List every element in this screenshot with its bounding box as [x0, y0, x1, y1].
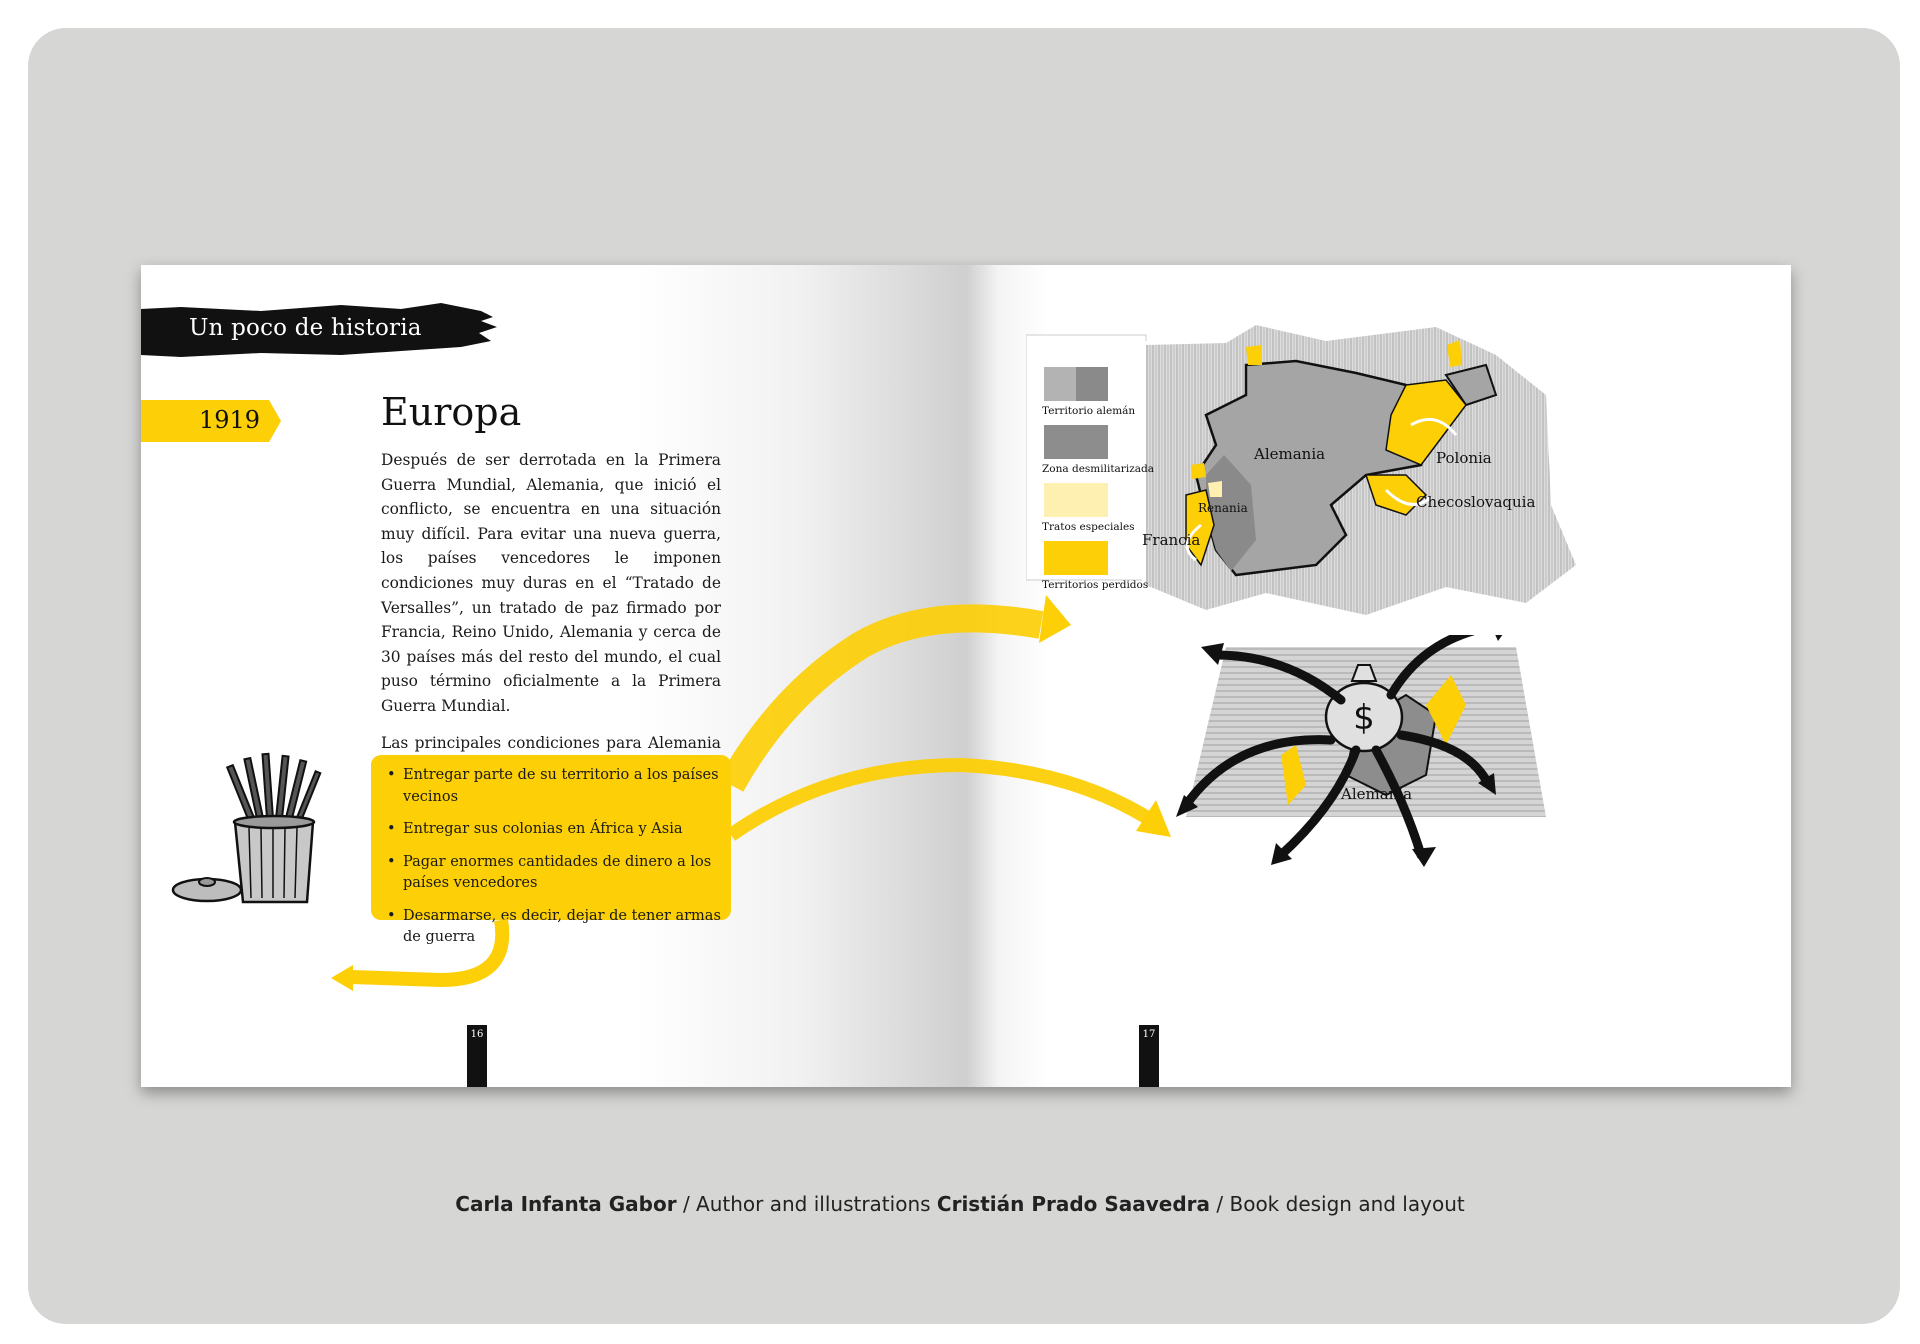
legend-swatch — [1044, 541, 1108, 575]
page-number: 16 — [467, 1025, 487, 1087]
reparations-illustration — [1106, 635, 1666, 895]
map-label-francia: Francia — [1142, 531, 1201, 549]
list-item: • Pagar enormes cantidades de dinero a los países vencedores — [387, 852, 721, 895]
paragraph: Las principales condiciones para Alemania — [381, 733, 721, 752]
map-label-renania: Renania — [1198, 501, 1248, 515]
map-label-alemania-reparations: Alemania — [1341, 785, 1413, 803]
list-item: • Desarmarse, es decir, dejar de tener armas de guerra — [387, 906, 721, 949]
page-number: 17 — [1139, 1025, 1159, 1087]
designer-role: / Book design and layout — [1210, 1192, 1465, 1216]
author-role: / Author and illustrations — [676, 1192, 937, 1216]
body-text — [381, 448, 721, 792]
right-page — [966, 265, 1791, 1087]
author-name: Carla Infanta Gabor — [455, 1192, 677, 1216]
page-heading: Europa — [381, 390, 522, 434]
dollar-icon: $ — [1353, 698, 1375, 738]
treaty-map — [1026, 325, 1756, 635]
map-label-polonia: Polonia — [1436, 449, 1492, 467]
legend-swatch — [1044, 483, 1108, 517]
trash-can-rifles-icon — [169, 750, 339, 910]
paragraph: Después de ser derrotada en la Primera Guerra Mundial, Alemania, que inició el conflicto, se encuentra en una situación muy difícil. Para evitar una nueva guerra, los países vencedores le imponen condiciones muy duras en el “Tratado de Versalles”, un tratado de paz firmado por Francia, Reino Unido, Alemania y cerca de 30 países más del resto del mundo, el cual puso término oficialmente a la Primera Guerra Mundial. — [381, 451, 721, 715]
map-label-checoslovaquia: Checoslovaquia — [1416, 493, 1536, 511]
year-label: 1919 — [199, 406, 261, 434]
credits-line — [0, 1192, 1920, 1216]
left-page — [141, 265, 966, 1087]
map-label-alemania: Alemania — [1254, 445, 1326, 463]
book-spread — [141, 265, 1791, 1087]
legend-swatch — [1044, 367, 1076, 401]
legend-swatch — [1044, 425, 1108, 459]
conditions-callout — [371, 755, 731, 945]
section-banner — [141, 303, 501, 359]
legend-label: Tratos especiales — [1042, 521, 1135, 533]
designer-name: Cristián Prado Saavedra — [936, 1192, 1211, 1216]
conditions-list — [371, 755, 731, 949]
list-item: • Entregar parte de su territorio a los países vecinos — [387, 765, 721, 808]
legend-label: Territorios perdidos — [1042, 579, 1149, 591]
section-title: Un poco de historia — [189, 315, 422, 341]
legend-swatch — [1076, 367, 1108, 401]
legend-label: Zona desmilitarizada — [1042, 463, 1154, 475]
legend-label: Territorio alemán — [1042, 405, 1136, 417]
list-item: • Entregar sus colonias en África y Asia — [387, 819, 721, 841]
